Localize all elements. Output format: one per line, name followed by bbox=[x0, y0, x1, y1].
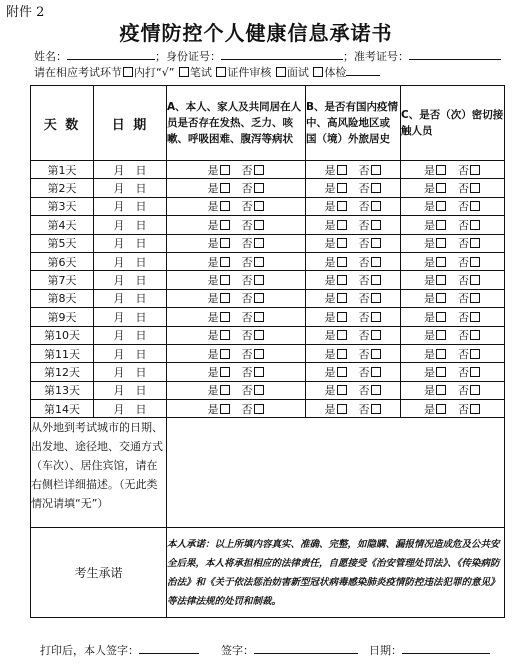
name-field[interactable] bbox=[67, 49, 155, 60]
checkbox-icon bbox=[254, 330, 264, 340]
signature-field-1[interactable] bbox=[139, 643, 199, 654]
day-cell: 第4天 bbox=[31, 216, 94, 234]
symptoms-answer[interactable]: 是 否 bbox=[167, 308, 306, 326]
day-cell: 第2天 bbox=[31, 179, 94, 197]
checkbox-icon bbox=[254, 201, 264, 211]
checkbox-icon bbox=[371, 349, 381, 359]
checkbox-icon bbox=[371, 385, 381, 395]
checkbox-icon bbox=[371, 293, 381, 303]
date-label: 日期： bbox=[369, 644, 402, 657]
travel-answer[interactable]: 是 否 bbox=[306, 197, 401, 215]
personal-info-line bbox=[34, 48, 501, 64]
symptoms-answer[interactable]: 是 否 bbox=[167, 252, 306, 270]
checkbox-icon bbox=[337, 293, 347, 303]
table-row bbox=[31, 289, 505, 307]
travel-answer[interactable]: 是 否 bbox=[306, 179, 401, 197]
checkbox-icon bbox=[371, 404, 381, 414]
checkbox-icon bbox=[371, 275, 381, 285]
checkbox-icon bbox=[337, 367, 347, 377]
date-cell[interactable]: 月 日 bbox=[94, 179, 167, 197]
day-cell: 第8天 bbox=[31, 289, 94, 307]
checkbox-icon bbox=[436, 312, 446, 322]
checkbox-icon bbox=[470, 183, 480, 193]
symptoms-answer[interactable]: 是 否 bbox=[167, 161, 306, 179]
checkbox-icon bbox=[436, 238, 446, 248]
checkbox-icon bbox=[337, 220, 347, 230]
symptoms-answer[interactable]: 是 否 bbox=[167, 344, 306, 362]
column-header-date: 日 期 bbox=[94, 86, 167, 161]
checkbox-icon bbox=[470, 257, 480, 267]
column-header-travel-history: B、是否有国内疫情中、高风险地区或国（境）外旅居史 bbox=[306, 86, 401, 161]
checkbox-icon bbox=[123, 67, 133, 77]
contact-answer[interactable]: 是 否 bbox=[401, 216, 505, 234]
checkbox-icon bbox=[254, 183, 264, 193]
checkbox-icon bbox=[220, 367, 230, 377]
checkbox-icon bbox=[470, 312, 480, 322]
table-row bbox=[31, 216, 505, 234]
checkbox-icon bbox=[470, 385, 480, 395]
table-row bbox=[31, 234, 505, 252]
date-cell[interactable]: 月 日 bbox=[94, 289, 167, 307]
name-label: 姓名： bbox=[34, 50, 67, 63]
contact-answer[interactable]: 是 否 bbox=[401, 234, 505, 252]
travel-answer[interactable]: 是 否 bbox=[306, 289, 401, 307]
checkbox-icon bbox=[220, 257, 230, 267]
column-header-symptoms: A、本人、家人及共同居在人员是否存在发热、乏力、咳嗽、呼吸困难、腹泻等病状 bbox=[167, 86, 306, 161]
contact-answer[interactable]: 是 否 bbox=[401, 161, 505, 179]
checkbox-icon bbox=[220, 238, 230, 248]
check-instruction: 内打“√” bbox=[134, 66, 175, 79]
date-cell[interactable]: 月 日 bbox=[94, 344, 167, 362]
checkbox-physical-exam[interactable] bbox=[313, 67, 323, 77]
checkbox-icon bbox=[220, 275, 230, 285]
table-row bbox=[31, 252, 505, 270]
checkbox-icon bbox=[337, 330, 347, 340]
checkbox-icon bbox=[337, 312, 347, 322]
day-cell: 第3天 bbox=[31, 197, 94, 215]
checkbox-icon bbox=[220, 385, 230, 395]
travel-details-prompt: 从外地到考试城市的日期、出发地、途径地、交通方式（车次）、居住宾馆，请在右侧栏详细描述。（无此类情况请填“无”） bbox=[31, 418, 167, 528]
symptoms-answer[interactable]: 是 否 bbox=[167, 216, 306, 234]
checkbox-icon bbox=[470, 330, 480, 340]
checkbox-icon bbox=[371, 330, 381, 340]
checkbox-document-review[interactable] bbox=[216, 67, 226, 77]
exam-stage-prompt: 请在相应考试环节 bbox=[34, 66, 122, 79]
date-cell[interactable]: 月 日 bbox=[94, 363, 167, 381]
day-cell: 第12天 bbox=[31, 363, 94, 381]
contact-answer[interactable]: 是 否 bbox=[401, 363, 505, 381]
checkbox-icon bbox=[371, 183, 381, 193]
exam-stage-line bbox=[34, 64, 380, 80]
contact-answer[interactable]: 是 否 bbox=[401, 289, 505, 307]
checkbox-icon bbox=[371, 165, 381, 175]
contact-answer[interactable]: 是 否 bbox=[401, 197, 505, 215]
contact-answer[interactable]: 是 否 bbox=[401, 344, 505, 362]
symptoms-answer[interactable]: 是 否 bbox=[167, 363, 306, 381]
travel-answer[interactable]: 是 否 bbox=[306, 234, 401, 252]
checkbox-icon bbox=[220, 349, 230, 359]
checkbox-icon bbox=[220, 165, 230, 175]
contact-answer[interactable]: 是 否 bbox=[401, 381, 505, 399]
travel-answer[interactable]: 是 否 bbox=[306, 308, 401, 326]
date-cell[interactable]: 月 日 bbox=[94, 161, 167, 179]
page-title: 疫情防控个人健康信息承诺书 bbox=[119, 21, 393, 45]
symptoms-answer[interactable]: 是 否 bbox=[167, 381, 306, 399]
health-info-table bbox=[30, 85, 505, 618]
checkbox-icon bbox=[220, 404, 230, 414]
contact-answer[interactable]: 是 否 bbox=[401, 400, 505, 418]
checkbox-icon bbox=[220, 293, 230, 303]
checkbox-icon bbox=[436, 220, 446, 230]
checkbox-icon bbox=[371, 367, 381, 377]
id-label: ；身份证号： bbox=[155, 50, 221, 63]
symptoms-answer[interactable]: 是 否 bbox=[167, 179, 306, 197]
checkbox-icon bbox=[254, 349, 264, 359]
date-cell[interactable]: 月 日 bbox=[94, 308, 167, 326]
checkbox-icon bbox=[470, 349, 480, 359]
checkbox-icon bbox=[436, 275, 446, 285]
checkbox-icon bbox=[436, 385, 446, 395]
table-row bbox=[31, 271, 505, 289]
date-cell[interactable]: 月 日 bbox=[94, 381, 167, 399]
id-number-field[interactable] bbox=[221, 49, 343, 60]
day-cell: 第14天 bbox=[31, 400, 94, 418]
table-row bbox=[31, 197, 505, 215]
date-cell[interactable]: 月 日 bbox=[94, 234, 167, 252]
checkbox-icon bbox=[254, 404, 264, 414]
checkbox-icon bbox=[470, 275, 480, 285]
checkbox-icon bbox=[337, 404, 347, 414]
checkbox-icon bbox=[371, 312, 381, 322]
date-cell[interactable]: 月 日 bbox=[94, 197, 167, 215]
checkbox-icon bbox=[371, 238, 381, 248]
checkbox-icon bbox=[436, 367, 446, 377]
checkbox-written-exam[interactable] bbox=[179, 67, 189, 77]
checkbox-icon bbox=[470, 220, 480, 230]
travel-answer[interactable]: 是 否 bbox=[306, 363, 401, 381]
travel-answer[interactable]: 是 否 bbox=[306, 400, 401, 418]
date-cell[interactable]: 月 日 bbox=[94, 271, 167, 289]
date-cell[interactable]: 月 日 bbox=[94, 216, 167, 234]
checkbox-icon bbox=[470, 201, 480, 211]
day-cell: 第13天 bbox=[31, 381, 94, 399]
checkbox-icon bbox=[436, 330, 446, 340]
table-row bbox=[31, 400, 505, 418]
contact-answer[interactable]: 是 否 bbox=[401, 271, 505, 289]
table-row bbox=[31, 363, 505, 381]
checkbox-icon bbox=[470, 367, 480, 377]
day-cell: 第6天 bbox=[31, 252, 94, 270]
checkbox-icon bbox=[337, 183, 347, 193]
symptoms-answer[interactable]: 是 否 bbox=[167, 271, 306, 289]
symptoms-answer[interactable]: 是 否 bbox=[167, 234, 306, 252]
physical-exam-label: 体检 bbox=[324, 66, 347, 79]
checkbox-icon bbox=[337, 238, 347, 248]
day-cell: 第11天 bbox=[31, 344, 94, 362]
checkbox-icon bbox=[220, 220, 230, 230]
checkbox-icon bbox=[337, 165, 347, 175]
symptoms-answer[interactable]: 是 否 bbox=[167, 197, 306, 215]
print-note: 打印后，本人签字： bbox=[40, 644, 139, 657]
checkbox-icon bbox=[254, 220, 264, 230]
checkbox-icon bbox=[337, 201, 347, 211]
checkbox-icon bbox=[470, 238, 480, 248]
checkbox-interview[interactable] bbox=[276, 67, 286, 77]
travel-answer[interactable]: 是 否 bbox=[306, 161, 401, 179]
contact-answer[interactable]: 是 否 bbox=[401, 326, 505, 344]
table-row bbox=[31, 308, 505, 326]
day-cell: 第1天 bbox=[31, 161, 94, 179]
checkbox-icon bbox=[436, 293, 446, 303]
column-header-day: 天 数 bbox=[31, 86, 94, 161]
date-field[interactable] bbox=[402, 643, 490, 654]
checkbox-icon bbox=[254, 257, 264, 267]
date-cell[interactable]: 月 日 bbox=[94, 252, 167, 270]
date-cell[interactable]: 月 日 bbox=[94, 326, 167, 344]
symptoms-answer[interactable]: 是 否 bbox=[167, 289, 306, 307]
table-row bbox=[31, 326, 505, 344]
checkbox-icon bbox=[254, 293, 264, 303]
travel-answer[interactable]: 是 否 bbox=[306, 216, 401, 234]
contact-answer[interactable]: 是 否 bbox=[401, 308, 505, 326]
checkbox-icon bbox=[220, 330, 230, 340]
table-row bbox=[31, 179, 505, 197]
signature-field-2[interactable] bbox=[254, 643, 358, 654]
travel-answer[interactable]: 是 否 bbox=[306, 271, 401, 289]
travel-details-field[interactable] bbox=[167, 418, 505, 528]
day-cell: 第10天 bbox=[31, 326, 94, 344]
symptoms-answer[interactable]: 是 否 bbox=[167, 326, 306, 344]
contact-answer[interactable]: 是 否 bbox=[401, 179, 505, 197]
contact-answer[interactable]: 是 否 bbox=[401, 252, 505, 270]
exam-number-label: ；准考证号： bbox=[343, 50, 409, 63]
promise-label: 考生承诺 bbox=[31, 528, 167, 618]
checkbox-icon bbox=[337, 349, 347, 359]
table-row bbox=[31, 161, 505, 179]
travel-answer[interactable]: 是 否 bbox=[306, 252, 401, 270]
checkbox-icon bbox=[371, 201, 381, 211]
checkbox-icon bbox=[436, 183, 446, 193]
table-row bbox=[31, 381, 505, 399]
checkbox-icon bbox=[254, 385, 264, 395]
document-review-label: 证件审核 bbox=[227, 66, 272, 79]
interview-label: 面试 bbox=[286, 66, 309, 79]
checkbox-icon bbox=[254, 165, 264, 175]
checkbox-icon bbox=[254, 238, 264, 248]
checkbox-icon bbox=[220, 312, 230, 322]
symptoms-answer[interactable]: 是 否 bbox=[167, 400, 306, 418]
day-cell: 第9天 bbox=[31, 308, 94, 326]
checkbox-icon bbox=[254, 367, 264, 377]
checkbox-icon bbox=[337, 385, 347, 395]
travel-answer[interactable]: 是 否 bbox=[306, 326, 401, 344]
promise-text: 本人承诺：以上所填内容真实、准确、完整，如隐瞒、漏报情况造成危及公共安全后果，本人将承担相应的法律责任，自愿接受《治安管理处罚法》、《传染病防治法》和《关于依法惩治妨害新型冠状病毒感染肺炎疫情防控违法犯罪的意见》等法律法规的处罚和制裁。 bbox=[167, 528, 505, 618]
attachment-label: 附件 2 bbox=[6, 5, 45, 20]
checkbox-icon bbox=[371, 257, 381, 267]
exam-number-field[interactable] bbox=[409, 49, 501, 60]
signature-line bbox=[40, 642, 510, 658]
travel-answer[interactable]: 是 否 bbox=[306, 344, 401, 362]
signature-label: 签字： bbox=[221, 644, 254, 657]
checkbox-icon bbox=[254, 312, 264, 322]
checkbox-icon bbox=[220, 183, 230, 193]
day-cell: 第7天 bbox=[31, 271, 94, 289]
checkbox-icon bbox=[220, 201, 230, 211]
checkbox-icon bbox=[337, 257, 347, 267]
other-stage-field[interactable] bbox=[346, 65, 380, 76]
day-cell: 第5天 bbox=[31, 234, 94, 252]
checkbox-icon bbox=[337, 275, 347, 285]
checkbox-icon bbox=[254, 275, 264, 285]
checkbox-icon bbox=[436, 257, 446, 267]
checkbox-icon bbox=[470, 404, 480, 414]
checkbox-icon bbox=[436, 404, 446, 414]
checkbox-icon bbox=[436, 201, 446, 211]
table-row bbox=[31, 344, 505, 362]
date-cell[interactable]: 月 日 bbox=[94, 400, 167, 418]
checkbox-icon bbox=[371, 220, 381, 230]
written-exam-label: 笔试 bbox=[189, 66, 212, 79]
checkbox-icon bbox=[436, 349, 446, 359]
checkbox-icon bbox=[436, 165, 446, 175]
checkbox-icon bbox=[470, 165, 480, 175]
column-header-close-contact: C、是否（次）密切接触人员 bbox=[401, 86, 505, 161]
travel-answer[interactable]: 是 否 bbox=[306, 381, 401, 399]
checkbox-icon bbox=[470, 293, 480, 303]
